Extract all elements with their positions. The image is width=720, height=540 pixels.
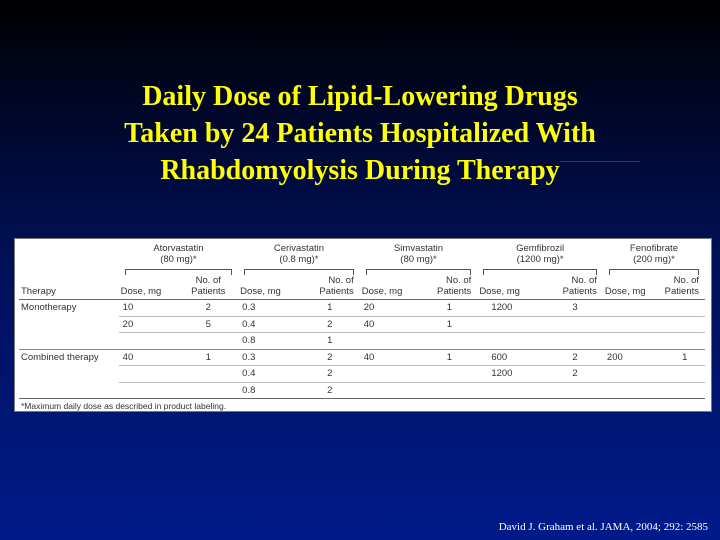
table-row xyxy=(19,316,705,333)
dose-cell: 1200 xyxy=(477,300,547,317)
dose-cell xyxy=(119,333,179,350)
title-line-1: Daily Dose of Lipid-Lowering Drugs xyxy=(142,81,578,112)
citation: David J. Graham et al. JAMA, 2004; 292: 2585 xyxy=(498,521,708,533)
header-bracket xyxy=(477,267,603,275)
drug-header-simvastatin: Simvastatin (80 mg)* xyxy=(393,243,444,265)
table-row xyxy=(19,300,705,317)
dose-cell: 0.8 xyxy=(238,333,300,350)
patients-cell xyxy=(178,382,238,399)
table-footnote: *Maximum daily dose as described in product labeling. xyxy=(21,401,227,411)
patients-cell xyxy=(421,382,477,399)
dose-header: Dose, mg xyxy=(477,275,547,300)
dose-cell xyxy=(360,366,422,383)
dose-cell: 40 xyxy=(360,316,422,333)
title-line-3: Rhabdomyolysis During Therapy xyxy=(160,155,560,186)
therapy-cell xyxy=(19,382,119,399)
header-bracket xyxy=(119,267,239,275)
patients-cell: 1 xyxy=(178,349,238,366)
dose-header: Dose, mg xyxy=(360,275,422,300)
patients-cell xyxy=(421,333,477,350)
drug-header-cerivastatin: Cerivastatin (0.8 mg)* xyxy=(273,243,325,265)
patients-header: No. of Patients xyxy=(178,275,238,300)
dose-table-panel xyxy=(14,238,712,412)
dose-cell: 40 xyxy=(360,349,422,366)
dose-cell: 10 xyxy=(119,300,179,317)
patients-cell: 5 xyxy=(178,316,238,333)
patients-cell: 3 xyxy=(547,300,603,317)
dose-cell xyxy=(360,382,422,399)
therapy-header: Therapy xyxy=(19,275,119,300)
patients-cell xyxy=(547,333,603,350)
table-row xyxy=(19,382,705,399)
header-bracket xyxy=(360,267,478,275)
patients-cell: 2 xyxy=(300,366,360,383)
patients-cell: 2 xyxy=(547,366,603,383)
patients-cell: 1 xyxy=(665,349,705,366)
dose-table xyxy=(19,242,705,413)
patients-cell: 2 xyxy=(300,316,360,333)
table-row xyxy=(19,333,705,350)
patients-cell xyxy=(547,316,603,333)
patients-cell xyxy=(178,366,238,383)
dose-cell: 1200 xyxy=(477,366,547,383)
drug-header-atorvastatin: Atorvastatin (80 mg)* xyxy=(153,243,204,265)
dose-header: Dose, mg xyxy=(119,275,179,300)
dose-cell xyxy=(603,316,665,333)
patients-cell xyxy=(178,333,238,350)
title-underline-rule xyxy=(560,161,640,162)
patients-cell xyxy=(665,366,705,383)
dose-cell xyxy=(477,382,547,399)
dose-cell xyxy=(119,382,179,399)
patients-cell: 1 xyxy=(421,300,477,317)
patients-header: No. of Patients xyxy=(665,275,705,300)
patients-cell: 1 xyxy=(421,349,477,366)
patients-cell: 1 xyxy=(300,333,360,350)
header-bracket xyxy=(238,267,360,275)
dose-cell xyxy=(603,333,665,350)
column-header-row xyxy=(19,275,705,300)
patients-header: No. of Patients xyxy=(547,275,603,300)
dose-cell xyxy=(360,333,422,350)
dose-cell xyxy=(477,333,547,350)
header-bracket xyxy=(603,267,705,275)
dose-cell: 600 xyxy=(477,349,547,366)
patients-cell: 2 xyxy=(547,349,603,366)
patients-cell: 1 xyxy=(421,316,477,333)
dose-cell: 20 xyxy=(119,316,179,333)
therapy-cell xyxy=(19,366,119,383)
drug-header-row xyxy=(19,242,705,267)
dose-cell xyxy=(477,316,547,333)
patients-header: No. of Patients xyxy=(300,275,360,300)
dose-cell: 40 xyxy=(119,349,179,366)
therapy-cell xyxy=(19,316,119,333)
dose-header: Dose, mg xyxy=(603,275,665,300)
patients-cell xyxy=(421,366,477,383)
dose-cell: 0.4 xyxy=(238,316,300,333)
dose-cell: 20 xyxy=(360,300,422,317)
table-row xyxy=(19,366,705,383)
patients-cell xyxy=(665,333,705,350)
dose-cell: 0.8 xyxy=(238,382,300,399)
dose-cell xyxy=(119,366,179,383)
therapy-cell: Combined therapy xyxy=(21,351,99,363)
patients-cell: 2 xyxy=(300,382,360,399)
drug-header-gemfibrozil: Gemfibrozil (1200 mg)* xyxy=(516,243,565,265)
dose-cell: 0.3 xyxy=(238,300,300,317)
patients-header: No. of Patients xyxy=(421,275,477,300)
table-body xyxy=(19,300,705,399)
patients-cell: 1 xyxy=(300,300,360,317)
patients-cell: 2 xyxy=(300,349,360,366)
table-row xyxy=(19,349,705,366)
dose-cell: 0.4 xyxy=(238,366,300,383)
title-line-2: Taken by 24 Patients Hospitalized With xyxy=(124,118,596,149)
therapy-cell xyxy=(19,333,119,350)
bracket-row xyxy=(19,267,705,275)
dose-cell: 0.3 xyxy=(238,349,300,366)
drug-header-fenofibrate: Fenofibrate (200 mg)* xyxy=(629,243,678,265)
dose-header: Dose, mg xyxy=(238,275,300,300)
patients-cell xyxy=(665,316,705,333)
dose-cell xyxy=(603,300,665,317)
dose-cell: 200 xyxy=(603,349,665,366)
patients-cell xyxy=(665,382,705,399)
dose-cell xyxy=(603,382,665,399)
patients-cell xyxy=(547,382,603,399)
therapy-cell: Monotherapy xyxy=(21,302,77,314)
slide-title xyxy=(0,78,720,189)
patients-cell xyxy=(665,300,705,317)
patients-cell: 2 xyxy=(178,300,238,317)
dose-cell xyxy=(603,366,665,383)
